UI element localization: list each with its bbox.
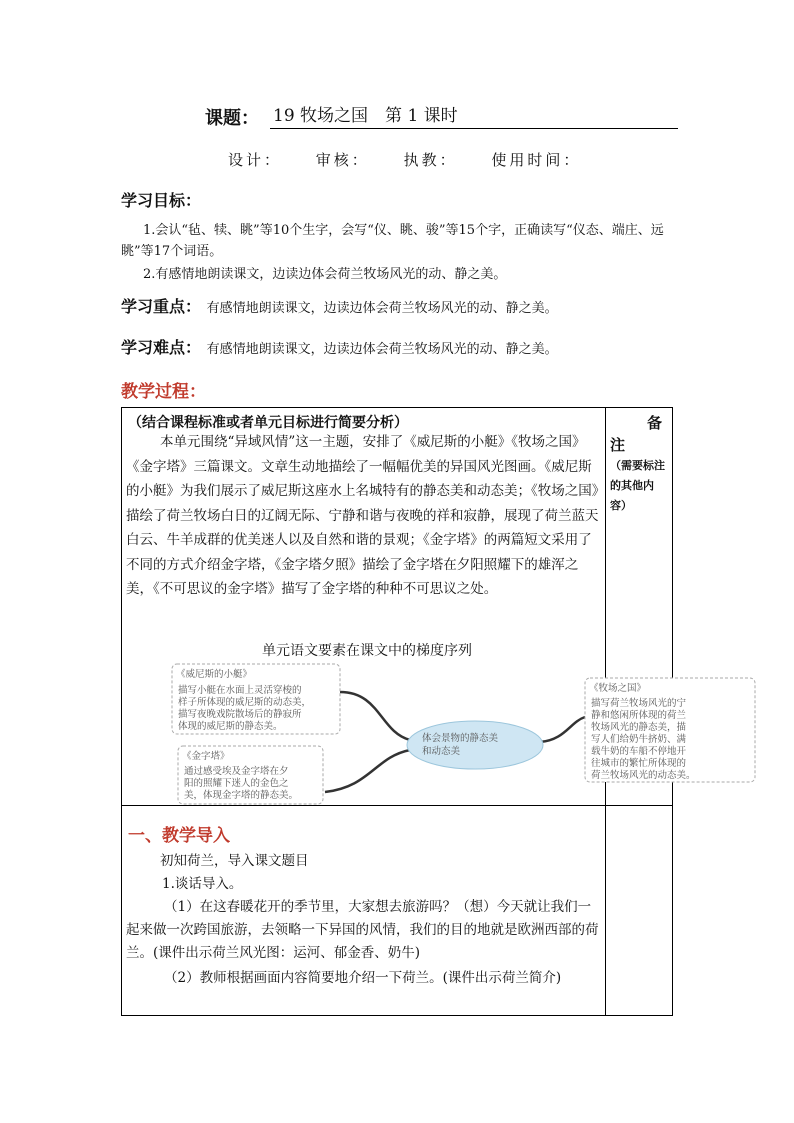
- notes-title-2: 注: [610, 436, 626, 454]
- notes-title-1: 备: [646, 414, 662, 432]
- box-pyramid-line-2: 阳的照耀下迷人的金色之: [184, 778, 289, 789]
- connector-left-bottom: [325, 750, 410, 792]
- title-label: 课题：: [205, 108, 259, 129]
- diagram-title: 单元语文要素在课文中的梯度序列: [262, 643, 472, 659]
- box-pasture-line-1: 描写荷兰牧场风光的宁: [591, 698, 687, 709]
- connector-left-top: [340, 692, 410, 740]
- box-venice-line-1: 描写小艇在水面上灵活穿梭的: [178, 685, 302, 696]
- center-bubble: [407, 721, 543, 769]
- box-pasture-line-7: 荷兰牧场风光的动态美。: [591, 770, 696, 781]
- intro-heading: 一、教学导入: [128, 826, 230, 846]
- box-pasture-line-5: 载牛奶的车船不停地开: [591, 746, 687, 757]
- box-pyramid-line-3: 美，体现金字塔的静态美。: [184, 790, 299, 801]
- intro-line-a: 初知荷兰，导入课文题目: [160, 853, 309, 869]
- meta-row: [228, 149, 607, 170]
- intro-line-d: （2）教师根据画面内容简要地介绍一下荷兰。(课件出示荷兰简介): [164, 970, 562, 986]
- difficulties-row: [121, 335, 558, 358]
- key-points-text: 有感情地朗读课文，边读边体会荷兰牧场风光的动、静之美。: [206, 301, 558, 316]
- box-venice-line-3: 描写夜晚戏院散场后的静寂所: [178, 709, 302, 720]
- intro-line-c: （1）在这春暖花开的季节里，大家想去旅游吗？（想）今天就让我们一起来做一次跨国旅游，去领略一下异国的风情，我们的目的地就是欧洲西部的荷兰。(课件出示荷兰风光图：运河、郁金香、奶牛): [126, 899, 599, 961]
- key-points-heading: 学习重点：: [121, 297, 202, 316]
- process-heading: 教学过程：: [121, 382, 206, 402]
- box-pasture-title: 《牧场之国》: [589, 683, 647, 694]
- meta-review: 审核：: [315, 151, 370, 169]
- box-venice-title: 《威尼斯的小艇》: [176, 669, 253, 680]
- center-text-2: 和动态美: [422, 746, 461, 757]
- box-venice-line-2: 样子所体现的威尼斯的动态美，: [178, 697, 312, 708]
- meta-time: 使用时间：: [491, 151, 582, 169]
- box-pasture-line-6: 往城市的繁忙所体现的: [591, 758, 687, 769]
- key-points-row: [121, 294, 558, 317]
- box-pyramid-line-1: 通过感受埃及金字塔在夕: [184, 766, 289, 777]
- box-venice-line-4: 体现的威尼斯的静态美。: [178, 721, 283, 732]
- center-text-1: 体会景物的静态美: [422, 733, 499, 744]
- box-pasture-line-3: 牧场风光的静态美，描: [591, 722, 687, 733]
- meta-design: 设计：: [228, 151, 283, 169]
- box-pyramid-title: 《金字塔》: [182, 751, 230, 762]
- analysis-paragraph: 本单元围绕“异域风情”这一主题，安排了《威尼斯的小艇》《牧场之国》《金字塔》三篇课文。文章生动地描绘了一幅幅优美的异国风光图画。《威尼斯的小艇》为我们展示了威尼斯这座水上名城特有的静态美和动态美；《牧场之国》描绘了荷兰牧场白日的辽阔无际、宁静和谐与夜晚的祥和寂静，展现了荷兰蓝天白云、牛羊成群的优美迷人以及自然和谐的景观；《金字塔》的两篇短文采用了不同的方式介绍金字塔，《金字塔夕照》描绘了金字塔在夕阳照耀下的雄浑之美，《不可思议的金字塔》描写了金字塔的种种不可思议之处。: [126, 434, 599, 597]
- title-text: 19 牧场之国 第 1 课时: [270, 104, 678, 129]
- box-pasture-line-4: 写人们给奶牛挤奶、满: [591, 734, 687, 745]
- connector-right: [540, 717, 585, 742]
- goal-item-1: 1.会认“毡、犊、眺”等10个生字，会写“仪、眺、骏”等15个字，正确读写“仪态、端庄、远眺”等17个词语。: [121, 223, 664, 259]
- notes-title: [610, 412, 670, 456]
- notes-subtitle: （需要标注的其他内容）: [610, 459, 665, 512]
- box-pasture-line-2: 静和悠闲所体现的荷兰: [591, 710, 687, 721]
- analysis-heading: （结合课程标准或者单元目标进行简要分析）: [128, 415, 408, 431]
- difficulties-text: 有感情地朗读课文，边读边体会荷兰牧场风光的动、静之美。: [206, 342, 558, 357]
- lesson-title: [205, 104, 675, 128]
- intro-line-b: 1.谈话导入。: [162, 876, 243, 892]
- difficulties-heading: 学习难点：: [121, 338, 202, 357]
- meta-teacher: 执教：: [403, 151, 458, 169]
- goal-item-2: 2.有感情地朗读课文，边读边体会荷兰牧场风光的动、静之美。: [143, 267, 507, 282]
- lesson-table: [121, 407, 696, 1016]
- gradient-diagram: [170, 662, 770, 812]
- goals-heading: 学习目标：: [121, 191, 202, 210]
